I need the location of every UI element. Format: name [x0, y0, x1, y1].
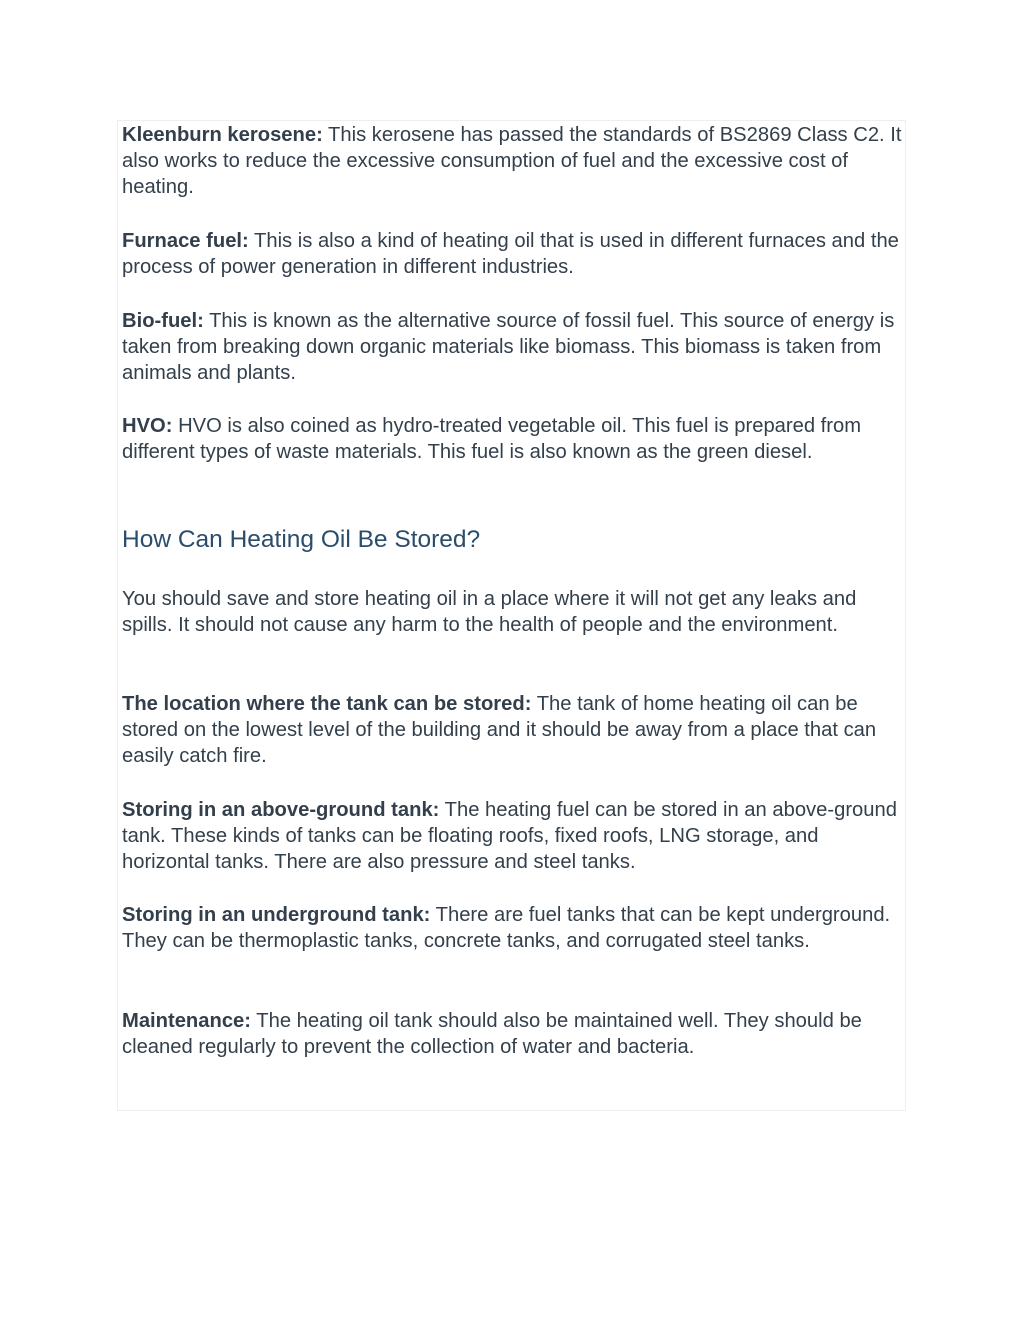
term-maintenance: Maintenance: — [122, 1010, 252, 1032]
paragraph-storage-intro: You should save and store heating oil in a place where it will not get any leaks and spills. It should not cause any harm to the health of people and the environment. — [122, 588, 857, 637]
paragraph-bio-fuel — [122, 308, 906, 387]
paragraph-furnace-fuel — [122, 228, 906, 280]
term-hvo: HVO: — [122, 415, 173, 437]
term-above-ground-tank: Storing in an above-ground tank: — [122, 799, 440, 821]
description-bio-fuel: This is known as the alternative source of fossil fuel. This source of energy is taken from breaking down organic materials like biomass. This biomass is taken from animals and plants. — [122, 310, 895, 385]
paragraph-underground-tank — [122, 902, 906, 954]
term-bio-fuel: Bio-fuel: — [122, 310, 204, 332]
term-tank-location: The location where the tank can be stored: — [122, 693, 532, 715]
description-hvo: HVO is also coined as hydro-treated vegetable oil. This fuel is prepared from different types of waste materials. This fuel is also known as the green diesel. — [122, 415, 862, 464]
paragraph-above-ground-tank — [122, 797, 906, 876]
term-kleenburn-kerosene: Kleenburn kerosene: — [122, 124, 323, 146]
paragraph-hvo — [122, 413, 906, 465]
description-furnace-fuel: This is also a kind of heating oil that is used in different furnaces and the process of power generation in different industries. — [122, 230, 899, 279]
description-kleenburn-kerosene: This kerosene has passed the standards of BS2869 Class C2. It also works to reduce the excessive consumption of fuel and the excessive cost of heating. — [122, 124, 902, 199]
term-underground-tank: Storing in an underground tank: — [122, 904, 431, 926]
description-tank-location: The tank of home heating oil can be stored on the lowest level of the building and it should be away from a place that can easily catch fire. — [122, 693, 877, 768]
paragraph-kleenburn-kerosene — [122, 122, 906, 201]
description-above-ground-tank: The heating fuel can be stored in an above-ground tank. These kinds of tanks can be floating roofs, fixed roofs, LNG storage, and horizontal tanks. There are also pressure and steel tanks. — [122, 799, 897, 874]
description-maintenance: The heating oil tank should also be maintained well. They should be cleaned regularly to prevent the collection of water and bacteria. — [122, 1010, 862, 1059]
article-content-box — [117, 120, 906, 1111]
paragraph-tank-location — [122, 691, 906, 770]
term-furnace-fuel: Furnace fuel: — [122, 230, 249, 252]
section-heading-storage: How Can Heating Oil Be Stored? — [122, 526, 481, 553]
paragraph-maintenance — [122, 1008, 906, 1060]
description-underground-tank: There are fuel tanks that can be kept underground. They can be thermoplastic tanks, concrete tanks, and corrugated steel tanks. — [122, 904, 891, 953]
